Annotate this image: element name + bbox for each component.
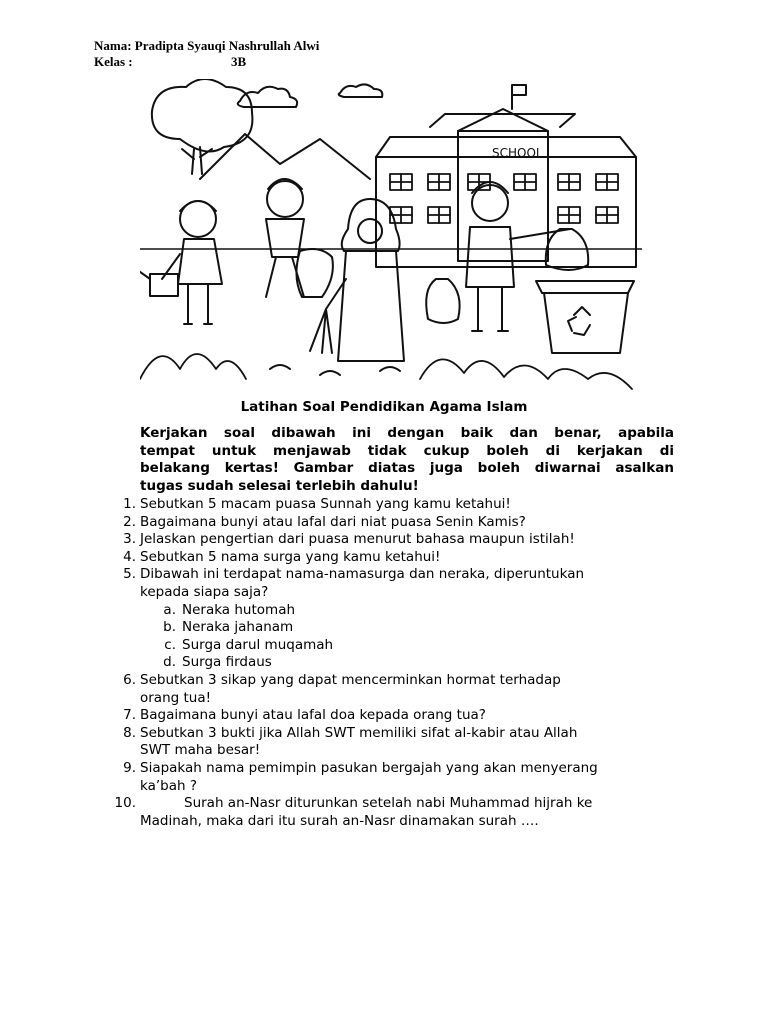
question-number: 7. [123,707,136,724]
question-text [140,707,682,725]
school-sign: SCHOOL [492,146,543,160]
sub-item [158,619,682,637]
sub-item-text: Surga firdaus [182,654,272,671]
question-number: 5. [123,566,136,583]
school-cleanup-illustration [140,79,642,398]
instruction-line: tempat untuk menjawab tidak cukup boleh di kerjakan di [140,442,674,459]
question-line: Jelaskan pengertian dari puasa menurut bahasa maupun istilah! [140,531,575,548]
question-number: 1. [123,496,136,512]
question-line: SWT maha besar! [140,742,261,759]
question-line: Sebutkan 3 bukti jika Allah SWT memiliki sifat al-kabir atau Allah [140,724,578,741]
class-line [94,54,247,70]
question-number: 10. [114,795,136,812]
sub-item-letter: d. [163,654,176,671]
question-text [140,514,682,532]
question-item [112,496,682,514]
instruction-line: Kerjakan soal dibawah ini dengan baik dan benar, apabila [140,425,674,441]
question-text [140,549,682,567]
question-item [112,795,682,830]
question-item [112,707,682,725]
question-number: 3. [123,531,136,548]
question-item [112,531,682,549]
sub-item [158,602,682,620]
question-line: orang tua! [140,689,212,706]
question-item [112,672,682,707]
question-text [140,795,682,830]
question-number: 9. [123,759,136,776]
question-item [112,725,682,760]
sub-item-text: Neraka jahanam [182,619,294,636]
question-list [112,496,682,830]
class-value: 3B [231,54,247,69]
question-number: 6. [123,671,136,688]
question-line: Sebutkan 3 sikap yang dapat mencerminkan hormat terhadap [140,671,561,688]
question-line: Siapakah nama pemimpin pasukan bergajah yang akan menyerang [140,759,598,776]
question-text [140,672,682,707]
question-text [140,531,682,549]
question-line: Madinah, maka dari itu surah an-Nasr dinamakan surah …. [140,812,539,829]
class-label: Kelas : [94,54,133,69]
question-text [140,496,682,514]
question-number: 4. [123,548,136,565]
student-name-line: Nama: Pradipta Syauqi Nashrullah Alwi [94,38,320,53]
question-number: 2. [123,513,136,530]
question-item [112,549,682,567]
question-item [112,514,682,532]
question-text [140,566,682,601]
sub-item-text: Surga darul muqamah [182,636,334,653]
question-line: Bagaimana bunyi atau lafal doa kepada orang tua? [140,707,486,724]
question-line: ka’bah ? [140,777,197,794]
question-number: 8. [123,724,136,741]
worksheet-title: Latihan Soal Pendidikan Agama Islam [240,399,528,415]
question-text [140,725,682,760]
sub-item-letter: c. [164,636,176,653]
sub-item-text: Neraka hutomah [182,601,296,618]
question-line: kepada siapa saja? [140,583,269,600]
instructions [140,425,674,495]
instruction-line: belakang kertas! Gambar diatas juga boleh diwarnai asalkan [140,460,674,477]
question-line: Sebutkan 5 macam puasa Sunnah yang kamu ketahui! [140,496,511,512]
sub-item [158,637,682,655]
question-line: Dibawah ini terdapat nama-namasurga dan neraka, diperuntukan [140,566,585,583]
question-text [140,760,682,795]
instruction-line: tugas sudah selesai terlebih dahulu! [140,477,419,494]
question-line: Sebutkan 5 nama surga yang kamu ketahui! [140,548,441,565]
sub-item [158,654,682,672]
question-line: Surah an-Nasr diturunkan setelah nabi Muhammad hijrah ke [184,795,593,812]
question-item [112,566,682,601]
question-line: Bagaimana bunyi atau lafal dari niat puasa Senin Kamis? [140,513,526,530]
question-item [112,760,682,795]
sub-item-letter: a. [163,601,176,618]
sub-item-letter: b. [163,619,176,636]
